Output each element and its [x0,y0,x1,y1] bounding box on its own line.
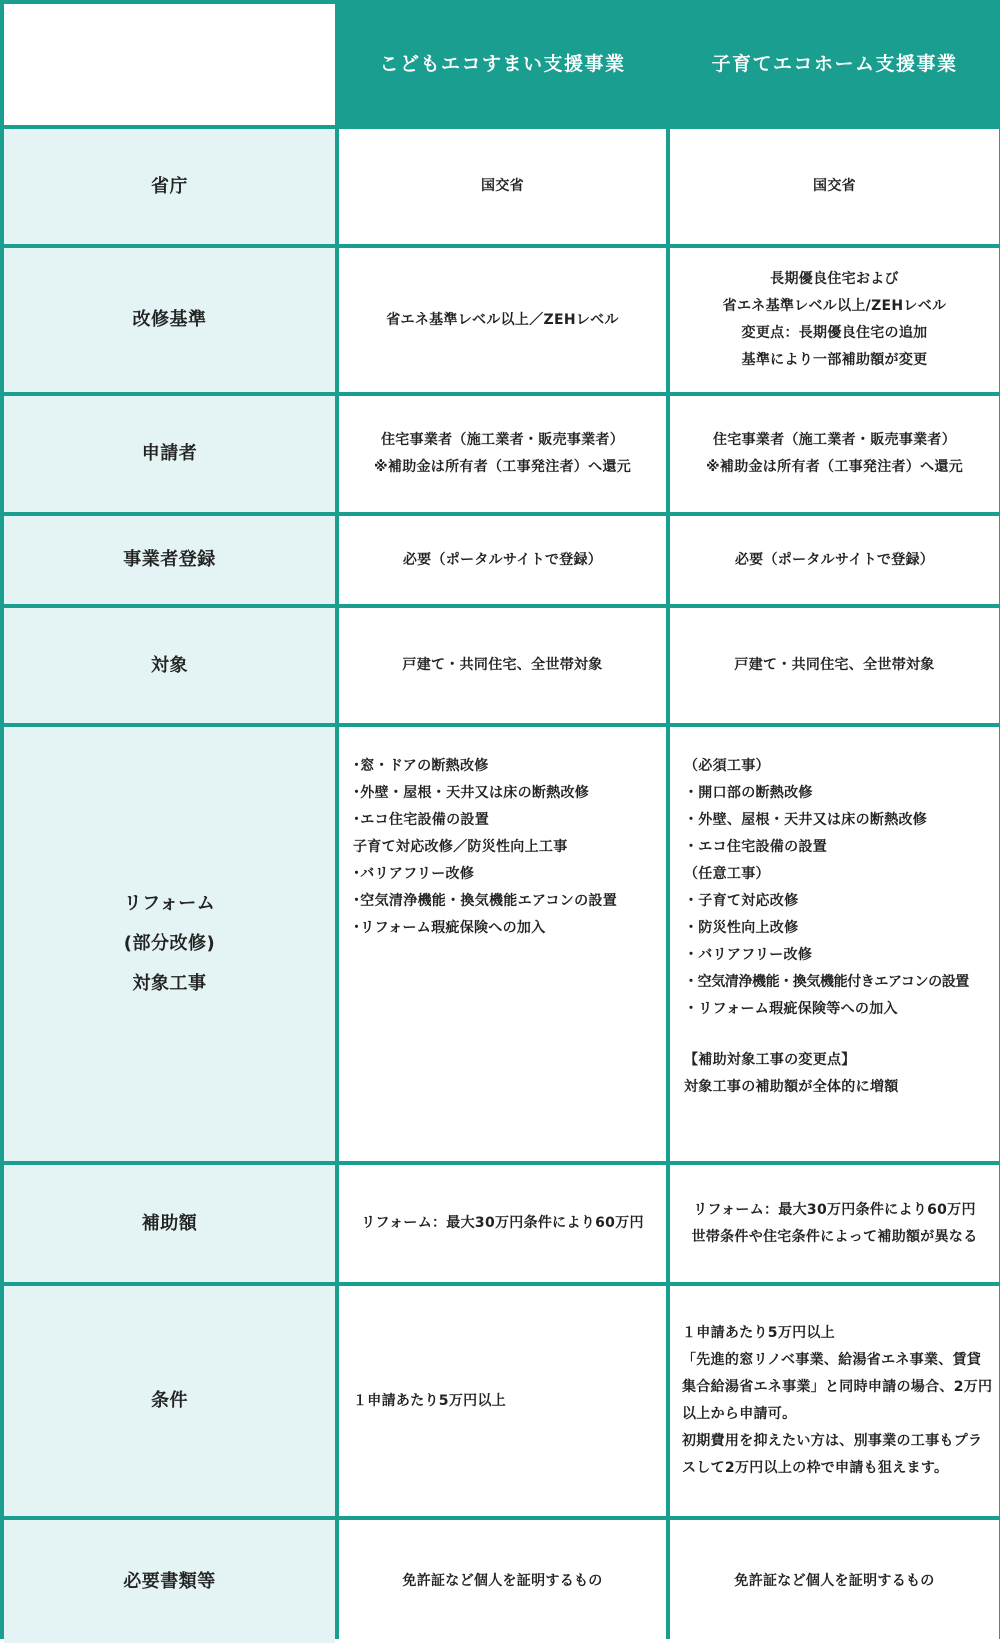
subsidy-col2-line: 世帯条件や住宅条件によって補助額が異なる [691,1228,978,1245]
subsidy-col2-line: リフォーム：最大30万円条件により60万円 [693,1201,976,1218]
reform-col2-item: ・子育て対応改修 [684,893,799,909]
reform-col2-item: ・外壁、屋根・天井又は床の断熱改修 [684,812,928,828]
applicant-col2 [670,396,999,512]
subsidy-col1 [339,1165,666,1282]
row-label-conditions: 条件 [4,1286,335,1516]
reform-col2-note: 【補助対象工事の変更点】 [684,1052,856,1068]
reform-col1-item: ･外壁・屋根・天井又は床の断熱改修 [353,785,590,801]
conditions-col1 [339,1286,666,1516]
ministry-col1 [339,129,666,244]
reform-label-line: 対象工事 [132,973,207,994]
ministry-col2-text: 国交省 [813,178,856,194]
reform-col2-item: ・防災性向上改修 [684,920,799,936]
row-label-target: 対象 [4,608,335,723]
subsidy-col2 [670,1165,999,1282]
row-label-ministry: 省庁 [4,129,335,244]
applicant-col2-line: 住宅事業者（施工業者・販売事業者） [712,432,957,448]
documents-col2-text: 免許証など個人を証明するもの [734,1573,935,1589]
reform-col1-item: ･エコ住宅設備の設置 [353,812,489,828]
header-kodomo-eco: こどもエコすまい支援事業 [339,4,666,125]
reform-col2-item: ・リフォーム瑕疵保険等への加入 [684,1001,898,1017]
row-label-applicant: 申請者 [4,396,335,512]
standard-col2 [670,248,999,392]
reform-col2-item: （必須工事） [684,758,770,774]
subsidy-col1-text: リフォーム：最大30万円条件により60万円 [361,1215,644,1231]
documents-col2 [670,1520,999,1643]
row-label-reform [4,727,335,1161]
target-col1 [339,608,666,723]
reform-col2-item: ・空気清浄機能・換気機能付きエアコンの設置 [684,974,969,990]
reform-col1-item: ･空気清浄機能・換気機能エアコンの設置 [353,893,617,909]
reform-col2-item: （任意工事） [684,866,770,882]
reform-col1 [339,727,666,1161]
conditions-col2-line: １申請あたり5万円以上 [682,1325,836,1341]
row-label-registration: 事業者登録 [4,516,335,604]
applicant-col1 [339,396,666,512]
conditions-col2-line: 「先進的窓リノベ事業、給湯省エネ事業、賃貸集合給湯省エネ事業」と同時申請の場合、2万円以上から申請可。 [682,1352,993,1422]
header-corner [4,4,335,125]
standard-col1 [339,248,666,392]
reform-col2-item: ・バリアフリー改修 [684,947,813,963]
reform-col2-note: 対象工事の補助額が全体的に増額 [684,1079,899,1095]
standard-col1-text: 省エネ基準レベル以上／ZEHレベル [386,311,619,328]
reform-col1-item: ･窓・ドアの断熱改修 [353,758,489,774]
header-kosodate-eco-home: 子育てエコホーム支援事業 [670,4,999,125]
row-label-subsidy: 補助額 [4,1165,335,1282]
documents-col1 [339,1520,666,1643]
reform-label-line: (部分改修) [123,933,216,954]
standard-col2-line: 省エネ基準レベル以上/ZEHレベル [722,298,947,314]
conditions-col2-line: 初期費用を抑えたい方は、別事業の工事もプラスして2万円以上の枠で申請も狙えます。 [682,1433,983,1476]
standard-col2-line: 変更点：長期優良住宅の追加 [741,325,928,341]
reform-col1-item: ･リフォーム瑕疵保険への加入 [353,920,546,936]
standard-col2-line: 長期優良住宅および [770,271,899,287]
comparison-grid [4,4,996,1635]
conditions-col1-text: １申請あたり5万円以上 [353,1392,507,1409]
reform-col2-item: ・開口部の断熱改修 [684,785,813,801]
target-col2-text: 戸建て・共同住宅、全世帯対象 [734,657,935,673]
reform-col2 [670,727,999,1161]
conditions-col2 [670,1286,999,1516]
row-label-documents: 必要書類等 [4,1520,335,1643]
applicant-col1-line: ※補助金は所有者（工事発注者）へ還元 [373,459,631,475]
documents-col1-text: 免許証など個人を証明するもの [402,1573,603,1589]
ministry-col2 [670,129,999,244]
reform-col1-item: ･バリアフリー改修 [353,866,475,882]
applicant-col1-line: 住宅事業者（施工業者・販売事業者） [380,432,625,448]
reform-col2-item: ・エコ住宅設備の設置 [684,839,827,855]
row-label-standard: 改修基準 [4,248,335,392]
registration-col2-text: 必要（ポータルサイトで登録） [734,551,935,568]
registration-col1 [339,516,666,604]
target-col1-text: 戸建て・共同住宅、全世帯対象 [402,657,603,673]
applicant-col2-line: ※補助金は所有者（工事発注者）へ還元 [705,459,963,475]
reform-col1-item: 子育て対応改修／防災性向上工事 [353,839,568,855]
registration-col1-text: 必要（ポータルサイトで登録） [402,551,603,568]
reform-label-line: リフォーム [123,893,216,914]
target-col2 [670,608,999,723]
ministry-col1-text: 国交省 [481,178,524,194]
standard-col2-line: 基準により一部補助額が変更 [741,352,928,368]
registration-col2 [670,516,999,604]
